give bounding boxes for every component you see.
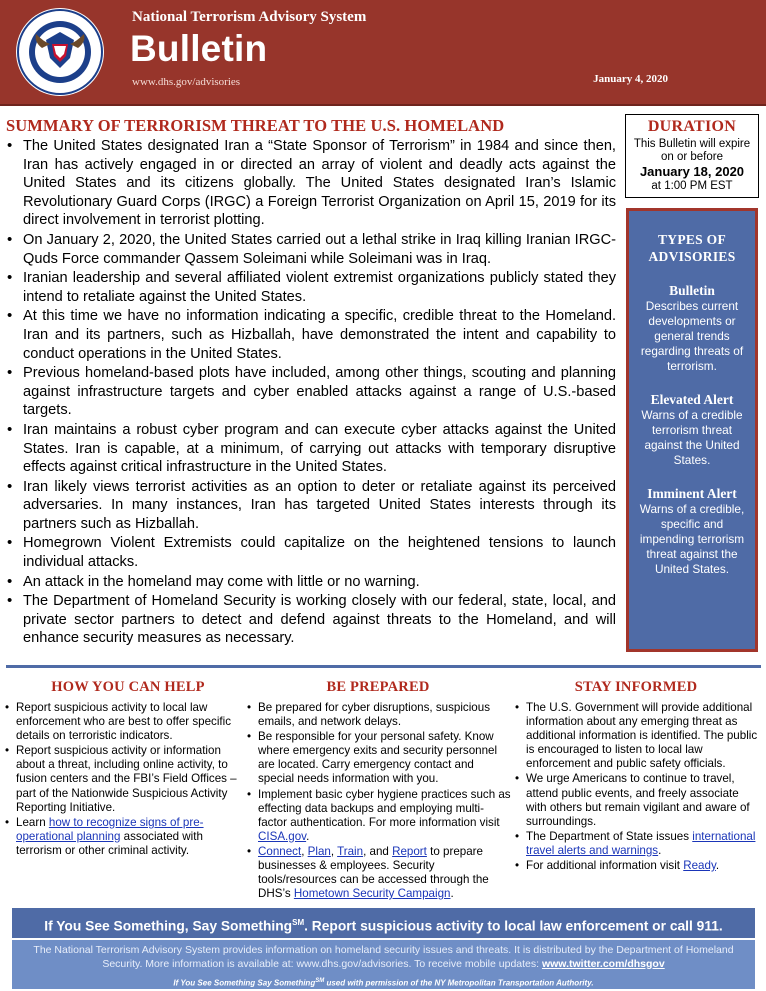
- summary-heading: SUMMARY OF TERRORISM THREAT TO THE U.S. HOMELAND: [6, 116, 505, 135]
- duration-heading: DURATION: [647, 118, 737, 135]
- list-item-text: For additional information visit: [526, 859, 684, 873]
- summary-item: • Previous homeland-based plots have included, among other things, scouting and planning against infrastructure targets and cyber enabled attacks against a range of U.S.-based targets.: [4, 364, 616, 420]
- travel-alerts-link[interactable]: international travel alerts and warnings: [526, 829, 756, 857]
- list-item: • Be prepared for cyber disruptions, suspicious emails, and network delays.: [246, 701, 512, 729]
- connect-link[interactable]: Connect: [258, 844, 302, 858]
- summary-item: • An attack in the homeland may come with little or no warning.: [4, 573, 616, 592]
- cisa-link[interactable]: CISA.gov: [258, 829, 307, 843]
- list-item-text: to prepare businesses & employees. Security tools/resources can be accessed through the DHS’s: [258, 844, 489, 901]
- how-you-can-help-heading: HOW YOU CAN HELP: [51, 679, 205, 695]
- permission-service-mark: SM: [315, 978, 325, 984]
- header-url[interactable]: www.dhs.gov/advisories: [132, 76, 241, 88]
- header-subtitle: National Terrorism Advisory System: [132, 9, 367, 25]
- footer-info-text: The National Terrorism Advisory System provides information on homeland security issues and threats. It is distributed by the Department of Homeland Security. More information is available at: www.dhs.gov/advisories. To receive mobile updates:: [33, 944, 734, 970]
- dhs-seal-icon: [16, 8, 104, 96]
- summary-item: • Iranian leadership and several affiliated violent extremist organizations publicly stated they intend to retaliate against the United States.: [4, 269, 616, 306]
- bulletin-type-description: Describes current developments or general trends regarding threats of terrorism.: [640, 299, 744, 373]
- list-item: • Be responsible for your personal safety. Know where emergency exits and security personnel are located. Carry emergency contact and special needs information with you.: [246, 730, 512, 786]
- list-item-text: Implement basic cyber hygiene practices such as effecting data backups and employing multi-factor authentication. For more information visit: [258, 787, 511, 829]
- help-list: [4, 701, 244, 859]
- header-banner: [0, 0, 766, 106]
- summary-item: • Iran maintains a robust cyber program and can execute cyber attacks against the United States. Iran is capable, at a minimum, of carrying out attacks with temporary disruptive effects against critical infrastructure in the United States.: [4, 421, 616, 477]
- list-item: • We urge Americans to continue to travel, attend public events, and freely associate with others but remain vigilant and aware of surroundings.: [514, 772, 762, 828]
- duration-box: [625, 114, 759, 198]
- informed-list: [514, 701, 762, 874]
- list-item: • Report suspicious activity or information about a threat, including online activity, to fusion centers and the FBI’s Field Offices – part of the Nationwide Suspicious Activity Reporting Initiative.: [4, 744, 244, 814]
- summary-list: [4, 137, 616, 649]
- section-divider: [6, 665, 761, 668]
- bulletin-date: January 4, 2020: [593, 73, 668, 85]
- list-item-text: Learn: [16, 815, 49, 829]
- summary-item: • Iran likely views terrorist activities as an option to deter or retaliate against its perceived adversaries. In many instances, Iran has targeted United States interests through its partners such as Hizballah.: [4, 478, 616, 534]
- hometown-security-link[interactable]: Hometown Security Campaign: [293, 887, 451, 901]
- expiration-date: January 18, 2020: [639, 164, 745, 179]
- list-item: • The U.S. Government will provide additional information about any emerging threat as additional information is identified. The public is encouraged to listen to local law enforcement and public safety officials.: [514, 701, 762, 771]
- imminent-alert-description: Warns of a credible, specific and impending terrorism threat against the United States.: [639, 502, 745, 576]
- elevated-alert-heading: Elevated Alert: [650, 392, 734, 407]
- footer-info-bar: [12, 940, 755, 989]
- duration-text: This Bulletin will expire on or before: [633, 138, 751, 163]
- report-link[interactable]: Report: [392, 844, 427, 858]
- summary-item: • Homegrown Violent Extremists could capitalize on the heightened tensions to launch individual attacks.: [4, 534, 616, 571]
- imminent-alert-heading: Imminent Alert: [647, 486, 737, 501]
- plan-link[interactable]: Plan: [307, 844, 331, 858]
- be-prepared-heading: BE PREPARED: [326, 679, 430, 695]
- permission-text-rest: used with permission of the NY Metropolitan Transportation Authority.: [324, 978, 594, 988]
- list-item: • Report suspicious activity to local law enforcement who are best to offer specific details on terroristic indicators.: [4, 701, 244, 743]
- train-link[interactable]: Train: [337, 844, 364, 858]
- service-mark: SM: [292, 918, 305, 927]
- list-item-text: .: [715, 859, 720, 873]
- summary-item: • On January 2, 2020, the United States carried out a lethal strike in Iraq killing Iranian IRGC-Quds Force commander Qassem Soleimani while Soleimani was in Iraq.: [4, 231, 616, 268]
- page-title: Bulletin: [130, 28, 268, 69]
- list-item: [514, 830, 762, 858]
- permission-text: If You See Something Say Something: [173, 978, 316, 988]
- list-item-text: .: [306, 829, 310, 843]
- recognize-signs-link[interactable]: how to recognize signs of pre-operational planning: [16, 815, 204, 843]
- expiration-time: at 1:00 PM EST: [651, 180, 733, 192]
- bulletin-type-heading: Bulletin: [669, 283, 715, 298]
- list-item-text: , and: [363, 844, 393, 858]
- advisory-types-heading: TYPES OF ADVISORIES: [648, 232, 736, 264]
- summary-item: • At this time we have no information indicating a specific, credible threat to the Homeland. Iran and its partners, such as Hizballah, have demonstrated the intent and capability to conduct operations in the United States.: [4, 307, 616, 363]
- stay-informed-heading: STAY INFORMED: [574, 679, 698, 695]
- permission-note: [12, 975, 755, 990]
- list-item: [4, 816, 244, 858]
- advisory-types-panel: [626, 208, 758, 652]
- twitter-link[interactable]: www.twitter.com/dhsgov: [541, 957, 665, 970]
- summary-item: • The United States designated Iran a “State Sponsor of Terrorism” in 1984 and since then, Iran has actively engaged in or directed an array of violent and deadly acts against the United States and its citizens globally. The United States designated Iran’s Islamic Revolutionary Guard Corps (IRGC) a Foreign Terrorist Organization on April 15, 2019 for its direct involvement in terrorist plotting.: [4, 137, 616, 230]
- list-item: [514, 859, 762, 873]
- list-item: [246, 788, 512, 844]
- ready-link[interactable]: Ready: [683, 859, 716, 873]
- list-item-text: .: [658, 843, 662, 857]
- list-item: • Connect, Plan, Train, and Report to prepare businesses & employees. Security tools/resources can be accessed through the DHS’s Hometown Security Campaign.: [246, 845, 512, 901]
- elevated-alert-description: Warns of a credible terrorism threat against the United States.: [641, 408, 743, 467]
- slogan-bar: [12, 908, 755, 938]
- slogan-text-rest: . Report suspicious activity to local law enforcement or call 911.: [304, 918, 723, 934]
- prepared-list: [246, 701, 512, 902]
- slogan-text: If You See Something, Say Something: [44, 918, 293, 934]
- list-item-text: associated with terrorism or other criminal activity.: [16, 829, 203, 857]
- list-item-text: .: [450, 887, 454, 901]
- summary-item: • The Department of Homeland Security is working closely with our federal, state, local, and private sector partners to detect and defend against threats to the Homeland, and will enhance security measures as necessary.: [4, 592, 616, 648]
- list-item-text: The Department of State issues: [526, 829, 693, 843]
